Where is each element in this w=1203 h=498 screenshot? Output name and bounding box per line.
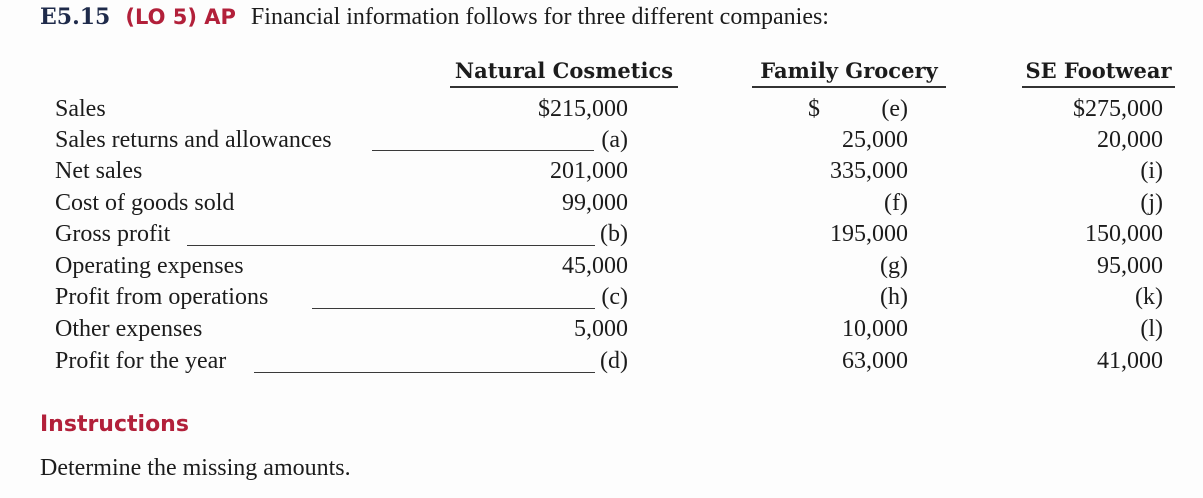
cell-family-grocery-net-sales: 335,000 <box>830 158 908 184</box>
row-label-net-sales: Net sales <box>55 158 143 184</box>
cell-natural-cosmetics-sales: $215,000 <box>538 96 628 122</box>
row-label-sales-returns: Sales returns and allowances <box>55 127 332 153</box>
cell-se-footwear-profit: 41,000 <box>1097 348 1163 374</box>
exercise-header <box>40 4 829 31</box>
leader-line <box>372 150 594 151</box>
cell-se-footwear-cogs: (j) <box>1140 190 1163 216</box>
exercise-description: Financial information follows for three different companies: <box>250 4 829 30</box>
cell-se-footwear-operating-expenses: 95,000 <box>1097 253 1163 279</box>
cell-natural-cosmetics-profit-from-operations: (c) <box>601 284 628 310</box>
column-header-natural-cosmetics: Natural Cosmetics <box>450 58 678 88</box>
cell-se-footwear-returns: 20,000 <box>1097 127 1163 153</box>
cell-se-footwear-other-expenses: (l) <box>1140 316 1163 342</box>
row-label-profit-for-the-year: Profit for the year <box>55 348 227 374</box>
row-label-cost-of-goods-sold: Cost of goods sold <box>55 190 235 216</box>
column-header-family-grocery: Family Grocery <box>752 58 946 88</box>
cell-natural-cosmetics-net-sales: 201,000 <box>550 158 628 184</box>
row-label-profit-from-operations: Profit from operations <box>55 284 269 310</box>
instructions-heading: Instructions <box>40 412 189 437</box>
cell-family-grocery-other-expenses: 10,000 <box>842 316 908 342</box>
row-label-gross-profit: Gross profit <box>55 221 171 247</box>
learning-objective: (LO 5) AP <box>125 5 236 29</box>
leader-line <box>312 308 595 309</box>
row-label-other-expenses: Other expenses <box>55 316 203 342</box>
cell-se-footwear-gross-profit: 150,000 <box>1085 221 1163 247</box>
cell-se-footwear-net-sales: (i) <box>1140 158 1163 184</box>
cell-family-grocery-sales: (e) <box>881 96 908 122</box>
cell-family-grocery-sales-currency: $ <box>808 96 820 122</box>
cell-se-footwear-sales: $275,000 <box>1073 96 1163 122</box>
cell-natural-cosmetics-other-expenses: 5,000 <box>574 316 628 342</box>
exercise-number: E5.15 <box>40 4 111 30</box>
cell-natural-cosmetics-cogs: 99,000 <box>562 190 628 216</box>
cell-natural-cosmetics-operating-expenses: 45,000 <box>562 253 628 279</box>
cell-se-footwear-profit-from-operations: (k) <box>1135 284 1163 310</box>
cell-family-grocery-cogs: (f) <box>884 190 908 216</box>
cell-natural-cosmetics-profit: (d) <box>600 348 628 374</box>
row-label-sales: Sales <box>55 96 106 122</box>
row-label-operating-expenses: Operating expenses <box>55 253 244 279</box>
cell-family-grocery-operating-expenses: (g) <box>880 253 908 279</box>
cell-family-grocery-returns: 25,000 <box>842 127 908 153</box>
column-header-se-footwear: SE Footwear <box>1022 58 1175 88</box>
cell-family-grocery-profit: 63,000 <box>842 348 908 374</box>
cell-family-grocery-gross-profit: 195,000 <box>830 221 908 247</box>
leader-line <box>187 245 595 246</box>
leader-line <box>254 372 595 373</box>
instructions-text: Determine the missing amounts. <box>40 455 351 481</box>
cell-family-grocery-profit-from-operations: (h) <box>880 284 908 310</box>
cell-natural-cosmetics-returns: (a) <box>601 127 628 153</box>
cell-natural-cosmetics-gross-profit: (b) <box>600 221 628 247</box>
